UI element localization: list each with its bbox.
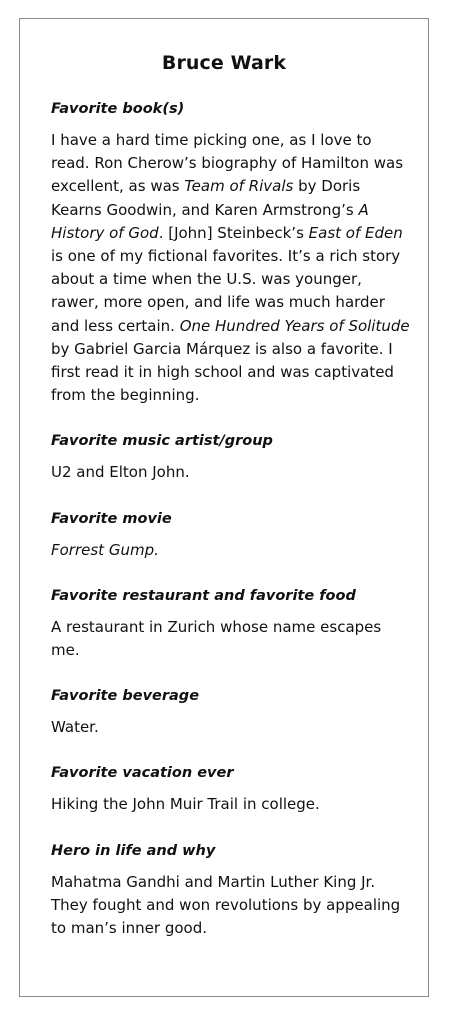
answer-text: I have a hard time picking one, as I love to read. Ron Cherow’s biography of Hamilton was excellent, as was xyxy=(51,131,404,196)
answer-text: Hiking the John Muir Trail in college. xyxy=(51,795,320,814)
profile-section xyxy=(51,841,411,941)
profile-section xyxy=(51,509,411,586)
answer-text: Mahatma Gandhi and Martin Luther King Jr. They fought and won revolutions by appealing to man’s inner good. xyxy=(51,872,401,938)
answer-text: by Gabriel Garcia Márquez is also a favorite. I first read it in high school and was captivated from the beginning. xyxy=(51,339,394,405)
section-heading: Hero in life and why xyxy=(51,842,216,859)
section-answer xyxy=(51,539,411,562)
profile-section xyxy=(51,763,411,840)
section-answer xyxy=(51,793,411,816)
profile-card xyxy=(19,18,429,997)
section-heading: Favorite vacation ever xyxy=(51,765,234,782)
answer-text: . [John] Steinbeck’s xyxy=(158,223,309,242)
section-answer xyxy=(51,129,411,407)
italic-text: A History of God xyxy=(51,200,369,242)
section-heading: Favorite beverage xyxy=(51,688,200,705)
section-heading: Favorite music artist/group xyxy=(51,433,273,450)
answer-text: U2 and Elton John. xyxy=(51,463,190,482)
italic-text: Team of Rivals xyxy=(184,177,294,196)
answer-text: A restaurant in Zurich whose name escapes me. xyxy=(51,617,382,660)
section-heading: Favorite restaurant and favorite food xyxy=(51,587,356,604)
profile-content xyxy=(51,99,411,940)
italic-text: East of Eden xyxy=(308,223,403,242)
answer-text: Water. xyxy=(51,718,99,737)
profile-section xyxy=(51,99,411,431)
profile-section xyxy=(51,686,411,763)
section-answer xyxy=(51,461,411,484)
profile-section xyxy=(51,431,411,508)
section-heading: Favorite movie xyxy=(51,510,172,527)
profile-name: Bruce Wark xyxy=(161,52,287,74)
section-answer xyxy=(51,716,411,739)
section-answer xyxy=(51,871,411,941)
italic-text: Forrest Gump. xyxy=(51,540,159,559)
section-answer xyxy=(51,616,411,662)
italic-text: One Hundred Years of Solitude xyxy=(179,316,410,335)
section-heading: Favorite book(s) xyxy=(51,101,185,117)
answer-text: is one of my fictional favorites. It’s a rich story about a time when the U.S. was younger, rawer, more open, and life was much harder and less certain. xyxy=(51,247,401,335)
answer-text: by Doris Kearns Goodwin, and Karen Armstrong’s xyxy=(51,177,361,219)
profile-section xyxy=(51,586,411,686)
